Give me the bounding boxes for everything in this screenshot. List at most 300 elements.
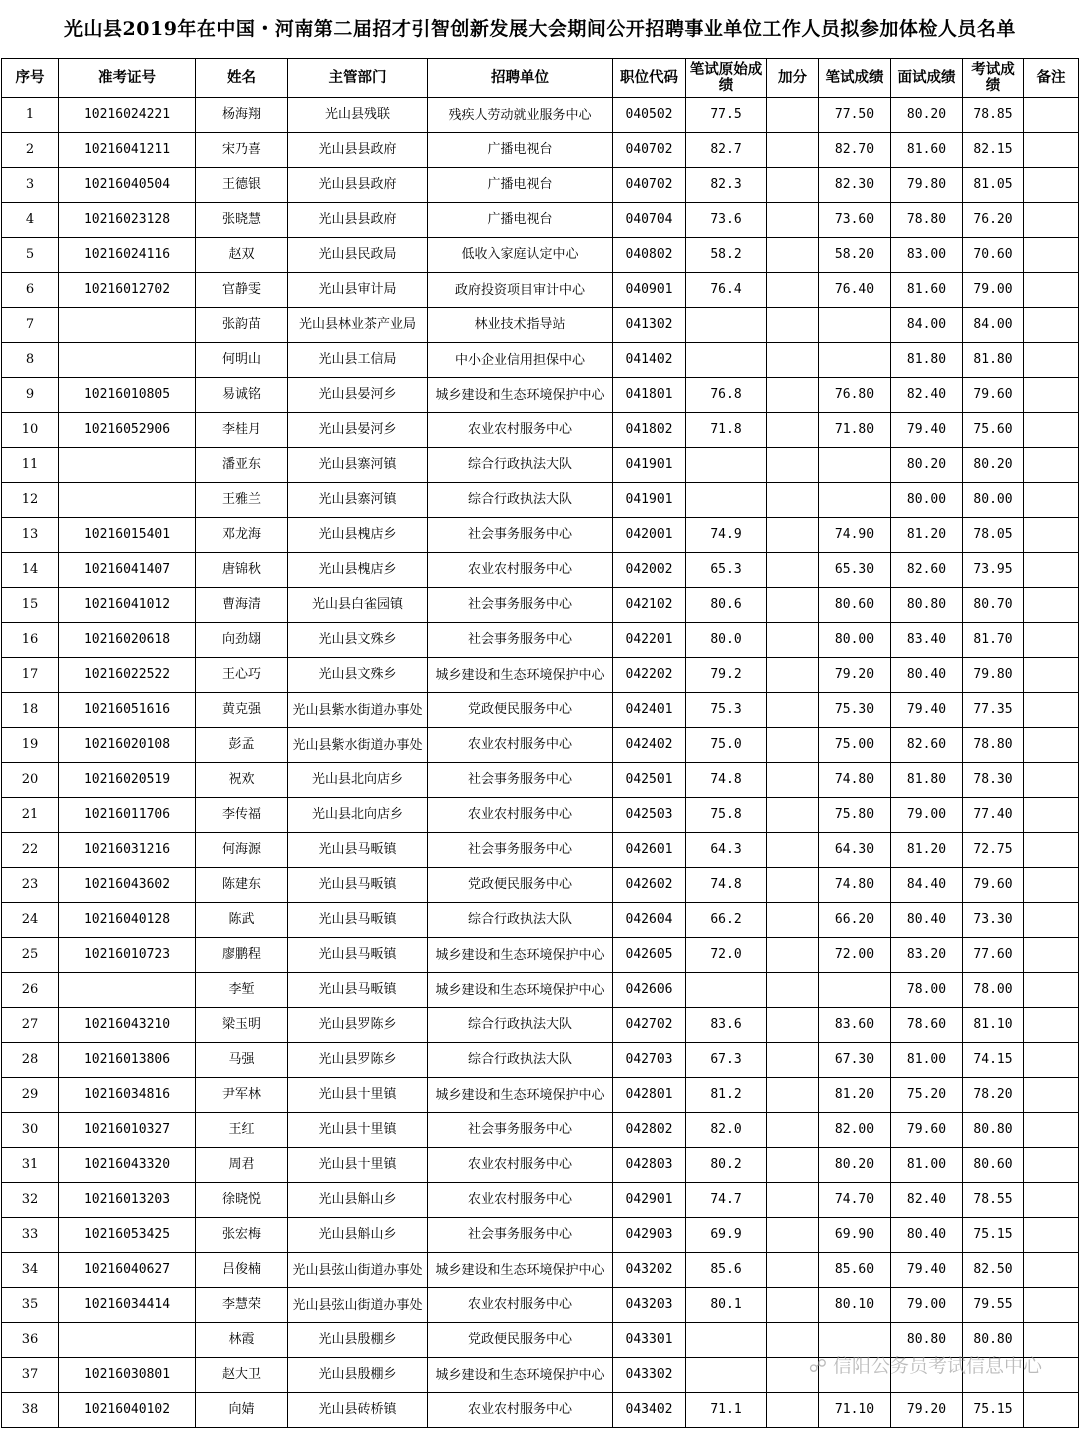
employer-cell: 综合行政执法大队 bbox=[428, 483, 613, 518]
remark-cell bbox=[1024, 133, 1079, 168]
bonus-cell bbox=[767, 903, 819, 938]
remark-cell bbox=[1024, 1288, 1079, 1323]
written-score-cell: 71.80 bbox=[819, 413, 891, 448]
name-cell: 陈武 bbox=[196, 903, 288, 938]
raw-written-score-cell: 74.8 bbox=[686, 763, 767, 798]
serial-cell: 19 bbox=[2, 728, 59, 763]
table-row bbox=[2, 273, 1079, 308]
table-row bbox=[2, 133, 1079, 168]
table-row bbox=[2, 833, 1079, 868]
written-score-cell: 80.20 bbox=[819, 1148, 891, 1183]
header-cell: 笔试成绩 bbox=[819, 59, 891, 98]
position-code-cell: 042606 bbox=[613, 973, 686, 1008]
serial-cell: 9 bbox=[2, 378, 59, 413]
interview-score-cell: 82.40 bbox=[891, 378, 963, 413]
interview-score-cell: 79.60 bbox=[891, 1113, 963, 1148]
bonus-cell bbox=[767, 658, 819, 693]
written-score-cell: 82.30 bbox=[819, 168, 891, 203]
name-cell: 李堑 bbox=[196, 973, 288, 1008]
interview-score-cell: 79.40 bbox=[891, 693, 963, 728]
bonus-cell bbox=[767, 1148, 819, 1183]
raw-written-score-cell: 75.8 bbox=[686, 798, 767, 833]
remark-cell bbox=[1024, 378, 1079, 413]
exam-number-cell: 10216023128 bbox=[59, 203, 196, 238]
table-row bbox=[2, 1113, 1079, 1148]
department-cell: 光山县北向店乡 bbox=[288, 763, 428, 798]
interview-score-cell: 81.20 bbox=[891, 518, 963, 553]
name-cell: 黄克强 bbox=[196, 693, 288, 728]
bonus-cell bbox=[767, 273, 819, 308]
department-cell: 光山县十里镇 bbox=[288, 1078, 428, 1113]
total-score-cell: 77.35 bbox=[963, 693, 1024, 728]
header-cell: 职位代码 bbox=[613, 59, 686, 98]
remark-cell bbox=[1024, 553, 1079, 588]
total-score-cell: 80.60 bbox=[963, 1148, 1024, 1183]
employer-cell: 城乡建设和生态环境保护中心 bbox=[428, 658, 613, 693]
total-score-cell: 73.95 bbox=[963, 553, 1024, 588]
department-cell: 光山县晏河乡 bbox=[288, 378, 428, 413]
total-score-cell: 76.20 bbox=[963, 203, 1024, 238]
raw-written-score-cell bbox=[686, 343, 767, 378]
raw-written-score-cell: 71.1 bbox=[686, 1393, 767, 1428]
name-cell: 李传福 bbox=[196, 798, 288, 833]
serial-cell: 8 bbox=[2, 343, 59, 378]
raw-written-score-cell bbox=[686, 1358, 767, 1393]
serial-cell: 24 bbox=[2, 903, 59, 938]
header-cell: 主管部门 bbox=[288, 59, 428, 98]
exam-number-cell: 10216012702 bbox=[59, 273, 196, 308]
serial-cell: 3 bbox=[2, 168, 59, 203]
raw-written-score-cell bbox=[686, 308, 767, 343]
interview-score-cell: 79.00 bbox=[891, 798, 963, 833]
bonus-cell bbox=[767, 938, 819, 973]
remark-cell bbox=[1024, 728, 1079, 763]
table-row bbox=[2, 973, 1079, 1008]
raw-written-score-cell: 82.0 bbox=[686, 1113, 767, 1148]
employer-cell: 社会事务服务中心 bbox=[428, 588, 613, 623]
bonus-cell bbox=[767, 763, 819, 798]
bonus-cell bbox=[767, 518, 819, 553]
total-score-cell: 79.80 bbox=[963, 658, 1024, 693]
written-score-cell: 77.50 bbox=[819, 98, 891, 133]
total-score-cell: 78.55 bbox=[963, 1183, 1024, 1218]
written-score-cell: 81.20 bbox=[819, 1078, 891, 1113]
total-score-cell: 81.70 bbox=[963, 623, 1024, 658]
serial-cell: 33 bbox=[2, 1218, 59, 1253]
position-code-cell: 042401 bbox=[613, 693, 686, 728]
remark-cell bbox=[1024, 903, 1079, 938]
remark-cell bbox=[1024, 448, 1079, 483]
written-score-cell: 79.20 bbox=[819, 658, 891, 693]
employer-cell: 综合行政执法大队 bbox=[428, 1043, 613, 1078]
department-cell: 光山县殷棚乡 bbox=[288, 1358, 428, 1393]
interview-score-cell: 80.20 bbox=[891, 448, 963, 483]
written-score-cell: 69.90 bbox=[819, 1218, 891, 1253]
exam-number-cell: 10216040504 bbox=[59, 168, 196, 203]
interview-score-cell: 80.40 bbox=[891, 1218, 963, 1253]
bonus-cell bbox=[767, 728, 819, 763]
exam-number-cell: 10216041407 bbox=[59, 553, 196, 588]
interview-score-cell: 78.60 bbox=[891, 1008, 963, 1043]
bonus-cell bbox=[767, 588, 819, 623]
remark-cell bbox=[1024, 868, 1079, 903]
bonus-cell bbox=[767, 833, 819, 868]
candidate-table bbox=[1, 58, 1079, 1428]
department-cell: 光山县马畈镇 bbox=[288, 833, 428, 868]
table-row bbox=[2, 903, 1079, 938]
name-cell: 唐锦秋 bbox=[196, 553, 288, 588]
written-score-cell: 80.10 bbox=[819, 1288, 891, 1323]
written-score-cell: 67.30 bbox=[819, 1043, 891, 1078]
interview-score-cell: 79.40 bbox=[891, 413, 963, 448]
raw-written-score-cell: 73.6 bbox=[686, 203, 767, 238]
position-code-cell: 042702 bbox=[613, 1008, 686, 1043]
interview-score-cell: 78.00 bbox=[891, 973, 963, 1008]
header-cell: 序号 bbox=[2, 59, 59, 98]
name-cell: 向婧 bbox=[196, 1393, 288, 1428]
department-cell: 光山县弦山街道办事处 bbox=[288, 1253, 428, 1288]
total-score-cell: 80.00 bbox=[963, 483, 1024, 518]
department-cell: 光山县县政府 bbox=[288, 133, 428, 168]
interview-score-cell: 82.60 bbox=[891, 728, 963, 763]
name-cell: 彭孟 bbox=[196, 728, 288, 763]
exam-number-cell: 10216052906 bbox=[59, 413, 196, 448]
written-score-cell: 76.40 bbox=[819, 273, 891, 308]
exam-number-cell: 10216024116 bbox=[59, 238, 196, 273]
exam-number-cell: 10216040102 bbox=[59, 1393, 196, 1428]
remark-cell bbox=[1024, 203, 1079, 238]
department-cell: 光山县罗陈乡 bbox=[288, 1043, 428, 1078]
bonus-cell bbox=[767, 308, 819, 343]
table-row bbox=[2, 168, 1079, 203]
employer-cell: 党政便民服务中心 bbox=[428, 868, 613, 903]
interview-score-cell: 81.00 bbox=[891, 1043, 963, 1078]
position-code-cell: 042202 bbox=[613, 658, 686, 693]
employer-cell: 农业农村服务中心 bbox=[428, 553, 613, 588]
raw-written-score-cell: 66.2 bbox=[686, 903, 767, 938]
bonus-cell bbox=[767, 98, 819, 133]
remark-cell bbox=[1024, 1043, 1079, 1078]
department-cell: 光山县马畈镇 bbox=[288, 868, 428, 903]
raw-written-score-cell: 74.9 bbox=[686, 518, 767, 553]
total-score-cell: 82.15 bbox=[963, 133, 1024, 168]
interview-score-cell: 80.40 bbox=[891, 903, 963, 938]
exam-number-cell: 10216013806 bbox=[59, 1043, 196, 1078]
name-cell: 李桂月 bbox=[196, 413, 288, 448]
watermark-text: 信阳公务员考试信息中心 bbox=[832, 1355, 1042, 1377]
serial-cell: 10 bbox=[2, 413, 59, 448]
name-cell: 易诚铭 bbox=[196, 378, 288, 413]
serial-cell: 29 bbox=[2, 1078, 59, 1113]
interview-score-cell: 80.40 bbox=[891, 658, 963, 693]
position-code-cell: 042703 bbox=[613, 1043, 686, 1078]
serial-cell: 6 bbox=[2, 273, 59, 308]
bonus-cell bbox=[767, 133, 819, 168]
raw-written-score-cell: 77.5 bbox=[686, 98, 767, 133]
serial-cell: 22 bbox=[2, 833, 59, 868]
header-cell: 加分 bbox=[767, 59, 819, 98]
raw-written-score-cell: 80.0 bbox=[686, 623, 767, 658]
name-cell: 何海源 bbox=[196, 833, 288, 868]
position-code-cell: 041802 bbox=[613, 413, 686, 448]
remark-cell bbox=[1024, 1183, 1079, 1218]
serial-cell: 21 bbox=[2, 798, 59, 833]
table-row bbox=[2, 483, 1079, 518]
serial-cell: 27 bbox=[2, 1008, 59, 1043]
exam-number-cell: 10216043602 bbox=[59, 868, 196, 903]
total-score-cell: 75.15 bbox=[963, 1218, 1024, 1253]
table-row bbox=[2, 203, 1079, 238]
table-header-row bbox=[2, 59, 1079, 98]
written-score-cell: 74.90 bbox=[819, 518, 891, 553]
exam-number-cell: 10216043210 bbox=[59, 1008, 196, 1043]
exam-number-cell: 10216020519 bbox=[59, 763, 196, 798]
total-score-cell: 79.55 bbox=[963, 1288, 1024, 1323]
header-cell: 笔试原始成绩 bbox=[686, 59, 767, 98]
header-cell: 准考证号 bbox=[59, 59, 196, 98]
total-score-cell: 81.05 bbox=[963, 168, 1024, 203]
department-cell: 光山县砖桥镇 bbox=[288, 1393, 428, 1428]
exam-number-cell: 10216010805 bbox=[59, 378, 196, 413]
serial-cell: 5 bbox=[2, 238, 59, 273]
bonus-cell bbox=[767, 1218, 819, 1253]
interview-score-cell: 79.80 bbox=[891, 168, 963, 203]
department-cell: 光山县寨河镇 bbox=[288, 448, 428, 483]
serial-cell: 25 bbox=[2, 938, 59, 973]
remark-cell bbox=[1024, 938, 1079, 973]
bonus-cell bbox=[767, 1078, 819, 1113]
employer-cell: 农业农村服务中心 bbox=[428, 1393, 613, 1428]
position-code-cell: 042102 bbox=[613, 588, 686, 623]
employer-cell: 社会事务服务中心 bbox=[428, 1113, 613, 1148]
employer-cell: 广播电视台 bbox=[428, 203, 613, 238]
raw-written-score-cell: 69.9 bbox=[686, 1218, 767, 1253]
department-cell: 光山县槐店乡 bbox=[288, 518, 428, 553]
table-row bbox=[2, 238, 1079, 273]
serial-cell: 26 bbox=[2, 973, 59, 1008]
table-row bbox=[2, 308, 1079, 343]
written-score-cell: 64.30 bbox=[819, 833, 891, 868]
position-code-cell: 040901 bbox=[613, 273, 686, 308]
serial-cell: 30 bbox=[2, 1113, 59, 1148]
name-cell: 潘亚东 bbox=[196, 448, 288, 483]
serial-cell: 16 bbox=[2, 623, 59, 658]
exam-number-cell bbox=[59, 1323, 196, 1358]
total-score-cell: 75.15 bbox=[963, 1393, 1024, 1428]
interview-score-cell: 82.60 bbox=[891, 553, 963, 588]
name-cell: 徐晓悦 bbox=[196, 1183, 288, 1218]
serial-cell: 7 bbox=[2, 308, 59, 343]
department-cell: 光山县县政府 bbox=[288, 168, 428, 203]
raw-written-score-cell: 80.1 bbox=[686, 1288, 767, 1323]
name-cell: 邓龙海 bbox=[196, 518, 288, 553]
exam-number-cell: 10216010327 bbox=[59, 1113, 196, 1148]
name-cell: 向劲翃 bbox=[196, 623, 288, 658]
remark-cell bbox=[1024, 98, 1079, 133]
name-cell: 杨海翔 bbox=[196, 98, 288, 133]
total-score-cell: 81.10 bbox=[963, 1008, 1024, 1043]
name-cell: 曹海清 bbox=[196, 588, 288, 623]
employer-cell: 社会事务服务中心 bbox=[428, 518, 613, 553]
bonus-cell bbox=[767, 553, 819, 588]
raw-written-score-cell: 64.3 bbox=[686, 833, 767, 868]
bonus-cell bbox=[767, 1253, 819, 1288]
position-code-cell: 040702 bbox=[613, 168, 686, 203]
bonus-cell bbox=[767, 1183, 819, 1218]
position-code-cell: 042601 bbox=[613, 833, 686, 868]
total-score-cell: 82.50 bbox=[963, 1253, 1024, 1288]
position-code-cell: 042901 bbox=[613, 1183, 686, 1218]
name-cell: 马强 bbox=[196, 1043, 288, 1078]
table-row bbox=[2, 798, 1079, 833]
table-row bbox=[2, 938, 1079, 973]
written-score-cell: 82.70 bbox=[819, 133, 891, 168]
employer-cell: 广播电视台 bbox=[428, 133, 613, 168]
position-code-cell: 041402 bbox=[613, 343, 686, 378]
employer-cell: 农业农村服务中心 bbox=[428, 1148, 613, 1183]
remark-cell bbox=[1024, 973, 1079, 1008]
employer-cell: 政府投资项目审计中心 bbox=[428, 273, 613, 308]
department-cell: 光山县殷棚乡 bbox=[288, 1323, 428, 1358]
interview-score-cell: 81.60 bbox=[891, 273, 963, 308]
department-cell: 光山县工信局 bbox=[288, 343, 428, 378]
written-score-cell: 76.80 bbox=[819, 378, 891, 413]
bonus-cell bbox=[767, 413, 819, 448]
table-row bbox=[2, 553, 1079, 588]
serial-cell: 37 bbox=[2, 1358, 59, 1393]
raw-written-score-cell: 83.6 bbox=[686, 1008, 767, 1043]
remark-cell bbox=[1024, 1253, 1079, 1288]
remark-cell bbox=[1024, 483, 1079, 518]
table-row bbox=[2, 588, 1079, 623]
total-score-cell: 73.30 bbox=[963, 903, 1024, 938]
employer-cell: 农业农村服务中心 bbox=[428, 413, 613, 448]
exam-number-cell bbox=[59, 448, 196, 483]
name-cell: 王雅兰 bbox=[196, 483, 288, 518]
raw-written-score-cell: 82.3 bbox=[686, 168, 767, 203]
total-score-cell: 77.60 bbox=[963, 938, 1024, 973]
position-code-cell: 042604 bbox=[613, 903, 686, 938]
department-cell: 光山县十里镇 bbox=[288, 1148, 428, 1183]
written-score-cell: 85.60 bbox=[819, 1253, 891, 1288]
interview-score-cell: 81.60 bbox=[891, 133, 963, 168]
bonus-cell bbox=[767, 973, 819, 1008]
written-score-cell bbox=[819, 343, 891, 378]
table-row bbox=[2, 1218, 1079, 1253]
exam-number-cell: 10216041012 bbox=[59, 588, 196, 623]
serial-cell: 11 bbox=[2, 448, 59, 483]
exam-number-cell: 10216013203 bbox=[59, 1183, 196, 1218]
interview-score-cell: 84.40 bbox=[891, 868, 963, 903]
exam-number-cell bbox=[59, 483, 196, 518]
exam-number-cell: 10216010723 bbox=[59, 938, 196, 973]
bonus-cell bbox=[767, 868, 819, 903]
serial-cell: 14 bbox=[2, 553, 59, 588]
serial-cell: 23 bbox=[2, 868, 59, 903]
total-score-cell: 80.70 bbox=[963, 588, 1024, 623]
raw-written-score-cell bbox=[686, 1323, 767, 1358]
raw-written-score-cell: 71.8 bbox=[686, 413, 767, 448]
total-score-cell: 79.60 bbox=[963, 378, 1024, 413]
written-score-cell: 80.60 bbox=[819, 588, 891, 623]
name-cell: 官静雯 bbox=[196, 273, 288, 308]
table-row bbox=[2, 1183, 1079, 1218]
raw-written-score-cell: 75.3 bbox=[686, 693, 767, 728]
total-score-cell: 78.05 bbox=[963, 518, 1024, 553]
table-row bbox=[2, 693, 1079, 728]
name-cell: 尹军林 bbox=[196, 1078, 288, 1113]
position-code-cell: 042802 bbox=[613, 1113, 686, 1148]
exam-number-cell: 10216034414 bbox=[59, 1288, 196, 1323]
name-cell: 赵大卫 bbox=[196, 1358, 288, 1393]
position-code-cell: 040802 bbox=[613, 238, 686, 273]
remark-cell bbox=[1024, 833, 1079, 868]
wechat-icon: ☍ bbox=[808, 1356, 827, 1377]
table-row bbox=[2, 378, 1079, 413]
name-cell: 张宏梅 bbox=[196, 1218, 288, 1253]
remark-cell bbox=[1024, 343, 1079, 378]
exam-number-cell: 10216015401 bbox=[59, 518, 196, 553]
bonus-cell bbox=[767, 448, 819, 483]
remark-cell bbox=[1024, 658, 1079, 693]
employer-cell: 综合行政执法大队 bbox=[428, 448, 613, 483]
written-score-cell: 65.30 bbox=[819, 553, 891, 588]
position-code-cell: 042001 bbox=[613, 518, 686, 553]
raw-written-score-cell: 76.4 bbox=[686, 273, 767, 308]
raw-written-score-cell: 72.0 bbox=[686, 938, 767, 973]
total-score-cell: 78.30 bbox=[963, 763, 1024, 798]
exam-number-cell bbox=[59, 343, 196, 378]
exam-number-cell: 10216020618 bbox=[59, 623, 196, 658]
employer-cell: 残疾人劳动就业服务中心 bbox=[428, 98, 613, 133]
employer-cell: 城乡建设和生态环境保护中心 bbox=[428, 973, 613, 1008]
position-code-cell: 042605 bbox=[613, 938, 686, 973]
total-score-cell: 81.80 bbox=[963, 343, 1024, 378]
remark-cell bbox=[1024, 168, 1079, 203]
bonus-cell bbox=[767, 1113, 819, 1148]
total-score-cell: 78.80 bbox=[963, 728, 1024, 763]
raw-written-score-cell: 80.6 bbox=[686, 588, 767, 623]
department-cell: 光山县文殊乡 bbox=[288, 623, 428, 658]
remark-cell bbox=[1024, 413, 1079, 448]
written-score-cell: 73.60 bbox=[819, 203, 891, 238]
written-score-cell bbox=[819, 448, 891, 483]
name-cell: 梁玉明 bbox=[196, 1008, 288, 1043]
department-cell: 光山县民政局 bbox=[288, 238, 428, 273]
remark-cell bbox=[1024, 518, 1079, 553]
raw-written-score-cell: 79.2 bbox=[686, 658, 767, 693]
bonus-cell bbox=[767, 168, 819, 203]
serial-cell: 38 bbox=[2, 1393, 59, 1428]
exam-number-cell: 10216020108 bbox=[59, 728, 196, 763]
total-score-cell: 78.20 bbox=[963, 1078, 1024, 1113]
position-code-cell: 042803 bbox=[613, 1148, 686, 1183]
exam-number-cell bbox=[59, 308, 196, 343]
name-cell: 林霞 bbox=[196, 1323, 288, 1358]
name-cell: 陈建东 bbox=[196, 868, 288, 903]
serial-cell: 18 bbox=[2, 693, 59, 728]
table-row bbox=[2, 343, 1079, 378]
remark-cell bbox=[1024, 1393, 1079, 1428]
employer-cell: 社会事务服务中心 bbox=[428, 833, 613, 868]
remark-cell bbox=[1024, 1078, 1079, 1113]
position-code-cell: 040702 bbox=[613, 133, 686, 168]
table-row bbox=[2, 1008, 1079, 1043]
name-cell: 李慧荣 bbox=[196, 1288, 288, 1323]
written-score-cell bbox=[819, 973, 891, 1008]
bonus-cell bbox=[767, 203, 819, 238]
position-code-cell: 042201 bbox=[613, 623, 686, 658]
